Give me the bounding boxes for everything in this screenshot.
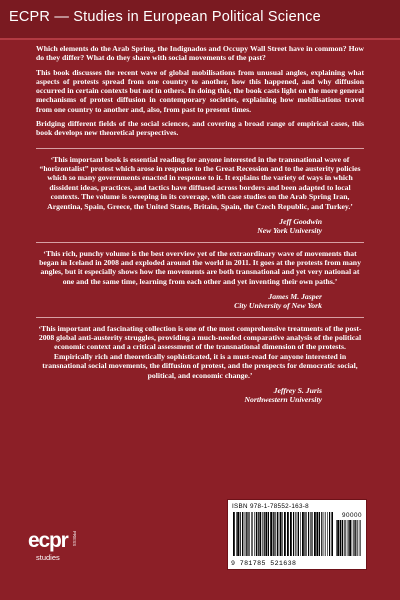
endorsement — [36, 242, 364, 311]
barcode-bar — [300, 512, 301, 556]
endorsement-attribution — [36, 292, 322, 310]
barcode-bar — [353, 520, 354, 556]
barcode-bar — [304, 512, 305, 556]
endorsement-attribution — [36, 217, 322, 235]
barcode-bar — [287, 512, 289, 556]
blurb — [36, 44, 364, 138]
isbn-digits: 9 781785 521638 — [231, 560, 297, 567]
barcode-bars — [233, 512, 333, 556]
barcode-bar — [249, 512, 250, 556]
barcode-bar — [265, 512, 267, 556]
barcode-bar — [236, 512, 237, 556]
barcode-bar — [237, 512, 239, 556]
endorsement-text: ‘This important and fascinating collection is one of the most comprehensive treatments of the post-2008 global anti-austerity struggles, providing a much-needed comparative analysis of the political economic context and a critical assessment of the transnational dimension of the protests. Empirically rich and theoretically sophisticated, it is a must-read for anyone interested in transnational social movements, the diffusion of protest, and the prospects for democratic social, political, and economic change.’ — [38, 323, 362, 380]
logo-studies-wordmark: studies — [36, 553, 60, 562]
series-title: ECPR — Studies in European Political Science — [9, 9, 321, 25]
back-cover-text — [36, 44, 364, 404]
barcode-bar — [258, 512, 259, 556]
barcode-bar — [277, 512, 278, 556]
barcode-bar — [331, 512, 333, 556]
barcode-bar — [349, 520, 351, 556]
blurb-paragraph-1: Which elements do the Arab Spring, the Indignados and Occupy Wall Street have in common? How do they differ? What do they share with social movements of the past? — [36, 44, 364, 63]
barcode-bar — [336, 520, 337, 556]
barcode-bar — [347, 520, 348, 556]
barcode-bar — [344, 520, 345, 556]
barcode-bar — [247, 512, 248, 556]
barcode-bar — [295, 512, 296, 556]
barcode-bar — [310, 512, 311, 556]
barcode-bar — [251, 512, 252, 556]
barcode-bar — [268, 512, 269, 556]
barcode-bar — [337, 520, 339, 556]
endorser-affiliation: City University of New York — [234, 301, 322, 311]
barcode-bar — [282, 512, 283, 556]
barcode-bar — [262, 512, 263, 556]
barcode-bar — [321, 512, 322, 556]
barcode-bar — [324, 512, 325, 556]
barcode-bar — [314, 512, 316, 556]
endorsements — [36, 148, 364, 405]
barcode-bar — [348, 520, 349, 556]
series-header-band — [0, 0, 400, 40]
barcode-bar — [246, 512, 247, 556]
barcode-bar — [259, 512, 261, 556]
barcode-bar — [270, 512, 272, 556]
barcode-bar — [325, 512, 326, 556]
endorsement-text: ‘This important book is essential reading for anyone interested in the transnational wave of “horizontalist” protest which arose in response to the Great Recession and to the austerity policies which so many governments enacted in response to it. It explains the variety of ways in which dissident ideas, practices, and tactics have diffused across borders and been adapted to local contexts. The volume is sweeping in its coverage, with case studies on the Arab Spring Iran, Argentina, Spain, Greece, the United States, Britain, Spain, the Czech Republic, and Turkey.’ — [39, 154, 361, 211]
barcode-bar — [242, 512, 243, 556]
barcode-bar — [240, 512, 241, 556]
barcode-bar — [306, 512, 307, 556]
barcode-bar — [312, 512, 313, 556]
barcode-bar — [274, 512, 275, 556]
blurb-paragraph-3: Bridging different fields of the social sciences, and covering a broad range of empirical cases, this book develops new theoretical perspectives. — [36, 119, 364, 138]
price-code: 90000 — [341, 512, 362, 519]
barcode-bar — [293, 512, 294, 556]
barcode-bar — [342, 520, 343, 556]
barcode-bar — [252, 512, 253, 556]
ecpr-press-logo — [28, 530, 80, 570]
barcode-bar — [329, 512, 330, 556]
barcode-bar — [359, 520, 360, 556]
barcode-bar — [284, 512, 286, 556]
endorser-name: Jeffrey S. Juris — [273, 385, 322, 395]
barcode-bar — [279, 512, 280, 556]
endorsement-attribution — [36, 386, 322, 404]
barcode-addon-bars — [336, 520, 362, 556]
endorser-affiliation: New York University — [257, 226, 322, 236]
barcode-bar — [319, 512, 320, 556]
barcode-bar — [244, 512, 245, 556]
barcode-bar — [290, 512, 292, 556]
blurb-paragraph-2: This book discusses the recent wave of global mobilisations from unusual angles, explaining what aspects of protests spread from one country to another, how this happened, and why diffusion occurred in certain contexts but not in others. In doing this, the book casts light on the more general mechanisms of protest diffusion in contemporary societies, explaining how mobilisations travel from one country to another and, also, from past to present times. — [36, 67, 364, 114]
barcode-bar — [280, 512, 282, 556]
endorsement — [36, 317, 364, 405]
endorser-affiliation: Northwestern University — [244, 395, 322, 405]
barcode-bar — [357, 520, 358, 556]
endorser-name: James M. Jasper — [268, 292, 322, 302]
barcode-bar — [308, 512, 309, 556]
barcode-bar — [340, 520, 342, 556]
logo-ecpr-wordmark: ecpr — [28, 529, 68, 552]
barcode-bar — [256, 512, 257, 556]
barcode-bar — [355, 520, 356, 556]
barcode-bar — [254, 512, 255, 556]
barcode-bar — [327, 512, 328, 556]
barcode-bar — [316, 512, 318, 556]
endorsement-text: ‘This rich, punchy volume is the best overview yet of the extraordinary wave of movements that began in Iceland in 2008 and exploded around the world in 2011. It goes at the protests from many angles, but it especially shows how the movements are both transnational and yet very national at one and the same time, learning from each other and yet inventing their own paths.’ — [39, 248, 361, 286]
barcode-bar — [298, 512, 299, 556]
barcode-bar — [233, 512, 235, 556]
endorsement — [36, 148, 364, 236]
isbn-label: ISBN 978-1-78552-163-8 — [232, 503, 309, 510]
endorser-name: Jeff Goodwin — [279, 217, 322, 227]
barcode-bar — [360, 520, 361, 556]
logo-press-wordmark: PRESS — [72, 531, 77, 547]
barcode-bar — [297, 512, 298, 556]
barcode-bar — [264, 512, 265, 556]
isbn-barcode — [227, 499, 367, 570]
barcode-bar — [352, 520, 353, 556]
barcode-bar — [302, 512, 304, 556]
barcode-bar — [273, 512, 274, 556]
